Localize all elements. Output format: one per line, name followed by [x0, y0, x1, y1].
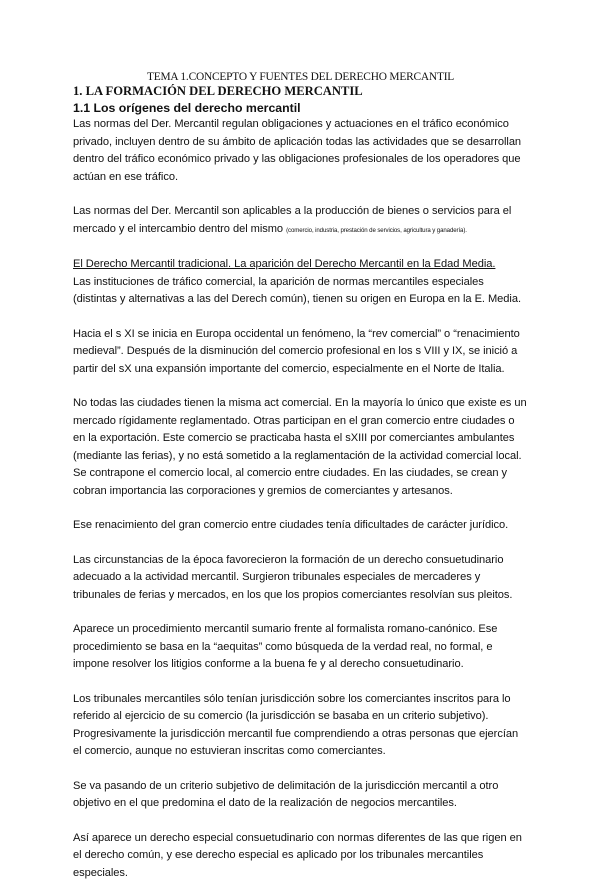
paragraph-11: Así aparece un derecho especial consuetudinario con normas diferentes de las que rigen en el derecho común, y ese derecho especial es aplicado por los tribunales mercantiles especiales.	[73, 830, 528, 882]
paragraph-2-text: Las normas del Der. Mercantil son aplicables a la producción de bienes o servicios para el mercado y el intercambio dentro del mismo	[73, 205, 511, 235]
chapter-heading: 1. LA FORMACIÓN DEL DERECHO MERCANTIL	[73, 84, 528, 99]
paragraph-9: Los tribunales mercantiles sólo tenían jurisdicción sobre los comerciantes inscritos para lo referido al ejercicio de su comercio (la jurisdicción se basaba en un criterio subjetivo). Progresivamente la jurisdicción mercantil fue comprendiendo a otras personas que ejercían el comercio, aunque no estuvieran inscritas como comerciantes.	[73, 691, 528, 761]
paragraph-1: Las normas del Der. Mercantil regulan obligaciones y actuaciones en el tráfico económico privado, incluyen dentro de su ámbito de aplicación todas las actividades que se desarrollan dentro del tráfico económico privado y las obligaciones profesionales de los operadores que actúan en ese tráfico.	[73, 116, 528, 186]
document-title: TEMA 1.CONCEPTO Y FUENTES DEL DERECHO MERCANTIL	[73, 70, 528, 84]
paragraph-2	[73, 203, 528, 239]
paragraph-3: Las instituciones de tráfico comercial, la aparición de normas mercantiles especiales (distintas y alternativas a las del Derech común), tienen su origen en Europa en la E. Media.	[73, 274, 528, 309]
paragraph-7: Las circunstancias de la época favorecieron la formación de un derecho consuetudinario adecuado a la actividad mercantil. Surgieron tribunales especiales de mercaderes y tribunales de ferias y mercados, en los que los propios comerciantes resolvían sus pleitos.	[73, 552, 528, 605]
paragraph-10: Se va pasando de un criterio subjetivo de delimitación de la jurisdicción mercantil a otro objetivo en el que predomina el dato de la realización de negocios mercantiles.	[73, 778, 528, 813]
paragraph-5: No todas las ciudades tienen la misma act comercial. En la mayoría lo único que existe es un mercado rígidamente reglamentado. Otras participan en el gran comercio entre ciudades o en la exportación. Este comercio se practicaba hasta el sXIII por comerciantes ambulantes (mediante las ferias), y no está sometido a la reglamentación de la actividad comercial local. Se contrapone el comercio local, al comercio entre ciudades. En las ciudades, se crean y cobran importancia las corporaciones y gremios de comerciantes y artesanos.	[73, 395, 528, 500]
paragraph-8: Aparece un procedimiento mercantil sumario frente al formalista romano-canónico. Ese procedimiento se basa en la “aequitas” como búsqueda de la verdad real, no formal, e impone resolver los litigios conforme a la buena fe y al derecho consuetudinario.	[73, 621, 528, 674]
paragraph-2-note: (comercio, industria, prestación de servicios, agricultura y ganadería).	[286, 227, 467, 234]
subsection-title: El Derecho Mercantil tradicional. La aparición del Derecho Mercantil en la Edad Media.	[73, 256, 528, 274]
paragraph-6: Ese renacimiento del gran comercio entre ciudades tenía dificultades de carácter jurídico.	[73, 517, 528, 535]
section-heading: 1.1 Los orígenes del derecho mercantil	[73, 100, 528, 116]
paragraph-4: Hacia el s XI se inicia en Europa occidental un fenómeno, la “rev comercial” o “renacimiento medieval”. Después de la disminución del comercio profesional en los s VIII y IX, se inició a partir del sX una expansión importante del comercio, especialmente en el Norte de Italia.	[73, 326, 528, 379]
